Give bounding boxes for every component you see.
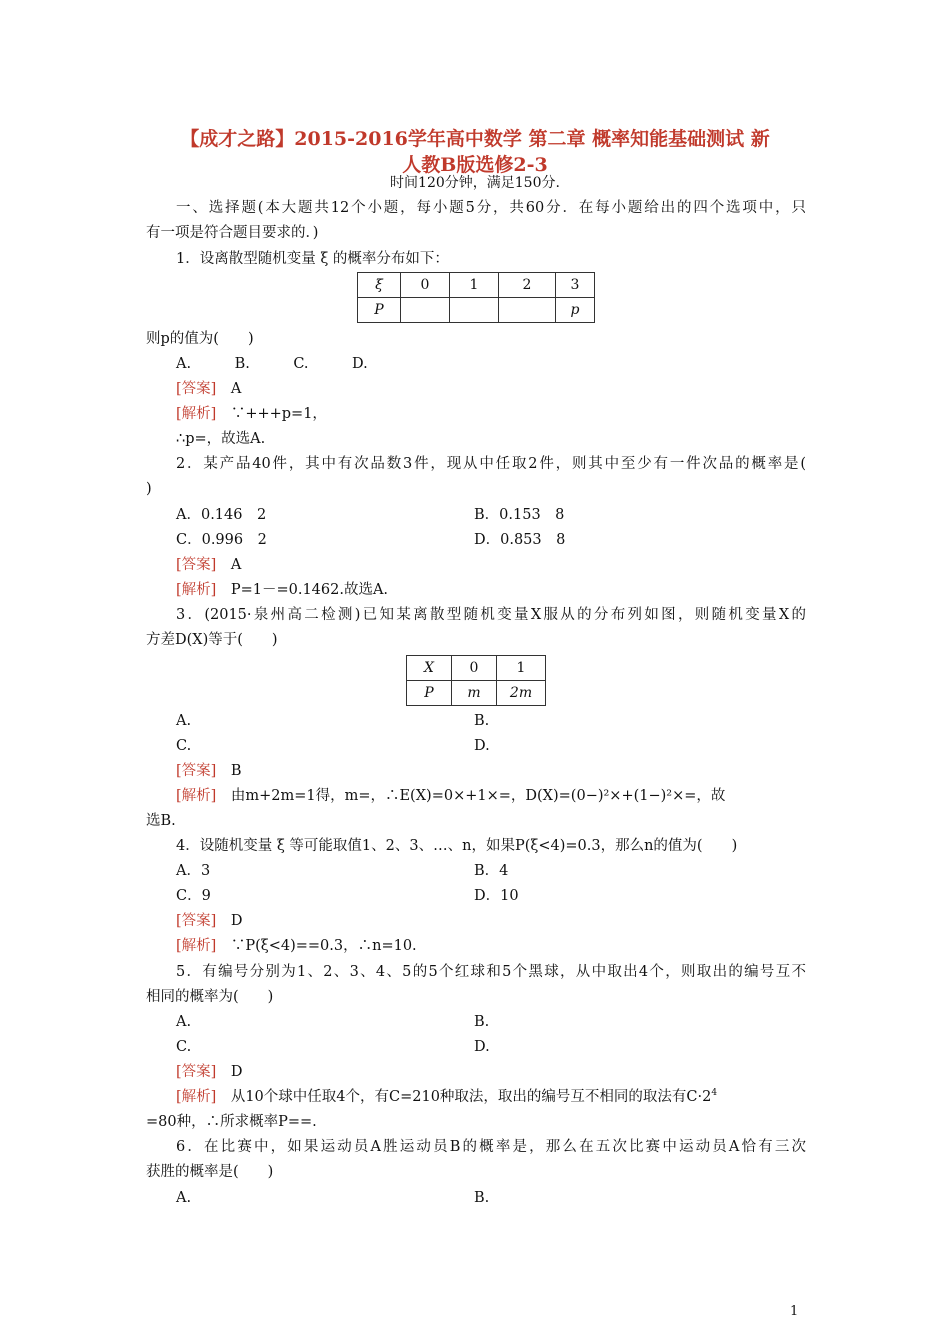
answer-label: [答案]: [176, 763, 217, 779]
q4-option-a: A．3: [176, 863, 211, 879]
answer-label: [答案]: [176, 381, 217, 397]
answer-label: [答案]: [176, 1064, 217, 1080]
q5-stem-cont: 相同的概率为( ): [146, 989, 274, 1005]
q5-analysis-cont: =80种，∴所求概率P==.: [146, 1114, 317, 1130]
q1-cell: 0: [401, 273, 450, 298]
q6-stem: 6．在比赛中，如果运动员A胜运动员B的概率是，那么在五次比赛中运动员A恰有三次: [176, 1139, 806, 1155]
q3-answer: [176, 761, 241, 781]
q3-analysis: [176, 786, 725, 806]
q4-answer: [176, 911, 242, 931]
q3-cell: X: [407, 656, 452, 681]
q1-analysis-cont: ∴p=，故选A.: [176, 431, 266, 447]
q4-stem: 4．设随机变量 ξ 等可能取值1、2、3、…、n，如果P(ξ<4)=0.3，那么n的值为( ): [176, 838, 738, 854]
q3-analysis-cont: 选B.: [146, 813, 176, 829]
q3-distribution-table: [406, 655, 546, 706]
analysis-label: [解析]: [176, 788, 217, 804]
analysis-label: [解析]: [176, 938, 217, 954]
q3-option-d: D.: [474, 738, 490, 754]
q2-option-b: B．0.153 8: [474, 507, 565, 523]
q3-analysis-text: 由m+2m=1得，m=，∴E(X)=0×+1×=，D(X)=(0−)²×+(1−)²×=，故: [230, 788, 726, 804]
answer-label: [答案]: [176, 913, 217, 929]
q2-option-c: C．0.996 2: [176, 532, 267, 548]
q1-cell: [401, 298, 450, 323]
q5-exponent: 4: [711, 1088, 718, 1099]
q2-answer: [176, 555, 241, 575]
q1-answer-value: A: [230, 381, 242, 397]
section-instructions: 一、选择题(本大题共12个小题，每小题5分，共60分．在每小题给出的四个选项中，只: [176, 200, 806, 216]
q5-analysis-text: 从10个球中任取4个，有C=210种取法，取出的编号互不相同的取法有C·2: [230, 1089, 712, 1105]
q4-analysis: [176, 936, 417, 956]
q1-stem: 1．设离散型随机变量 ξ 的概率分布如下：: [176, 251, 449, 267]
q1-cell: 2: [499, 273, 556, 298]
analysis-label: [解析]: [176, 1089, 217, 1105]
q2-stem: 2．某产品40件，其中有次品数3件，现从中任取2件，则其中至少有一件次品的概率是(: [176, 456, 806, 472]
q6-option-b: B.: [474, 1190, 490, 1206]
q1-distribution-table: [357, 272, 595, 323]
q4-analysis-text: ∵P(ξ<4)==0.3，∴n=10.: [230, 938, 417, 954]
q1-cell: P: [358, 298, 401, 323]
q3-cell: 2m: [497, 681, 546, 706]
q1-cell: 1: [450, 273, 499, 298]
q1-cell: ξ: [358, 273, 401, 298]
q1-cell: [450, 298, 499, 323]
q1-options: A. B. C. D.: [176, 356, 368, 372]
q5-answer-value: D: [230, 1064, 243, 1080]
page-number: 1: [790, 1304, 799, 1319]
q3-stem-cont: 方差D(X)等于( ): [146, 632, 278, 648]
q3-answer-value: B: [230, 763, 242, 779]
q3-option-a: A.: [176, 713, 192, 729]
q3-cell: m: [452, 681, 497, 706]
q4-option-b: B．4: [474, 863, 509, 879]
q2-option-a: A．0.146 2: [176, 507, 267, 523]
q3-option-b: B.: [474, 713, 490, 729]
q5-option-c: C.: [176, 1039, 192, 1055]
q6-stem-cont: 获胜的概率是( ): [146, 1164, 274, 1180]
q2-answer-value: A: [230, 557, 242, 573]
q1-cell: p: [556, 298, 595, 323]
section-instructions-cont: 有一项是符合题目要求的．): [146, 225, 319, 241]
document-title-line1: 【成才之路】2015-2016学年高中数学 第二章 概率知能基础测试 新: [180, 128, 770, 150]
q4-option-c: C．9: [176, 888, 211, 904]
q6-option-a: A.: [176, 1190, 192, 1206]
analysis-label: [解析]: [176, 406, 217, 422]
q5-option-a: A.: [176, 1014, 192, 1030]
analysis-label: [解析]: [176, 582, 217, 598]
q2-stem-cont: ): [146, 481, 152, 497]
q1-answer: [176, 379, 241, 399]
q1-analysis: [176, 404, 327, 424]
q3-stem: 3．(2015·泉州高二检测)已知某离散型随机变量X服从的分布列如图，则随机变量X的: [176, 607, 806, 623]
q1-analysis-text: ∵+++p=1，: [230, 406, 327, 422]
exam-info: 时间120分钟，满足150分.: [390, 175, 560, 191]
q1-ask: 则p的值为( ): [146, 331, 254, 347]
q5-option-b: B.: [474, 1014, 490, 1030]
document-title-line2: 人教B版选修2-3: [402, 154, 548, 176]
q3-cell: 0: [452, 656, 497, 681]
q3-cell: 1: [497, 656, 546, 681]
q5-analysis: [176, 1087, 717, 1107]
q2-analysis: [176, 580, 388, 600]
q2-option-d: D．0.853 8: [474, 532, 566, 548]
q1-cell: [499, 298, 556, 323]
q2-analysis-text: P=1－=0.1462.故选A.: [230, 582, 389, 598]
q5-option-d: D.: [474, 1039, 490, 1055]
q1-cell: 3: [556, 273, 595, 298]
q4-option-d: D．10: [474, 888, 519, 904]
q5-answer: [176, 1062, 242, 1082]
q3-cell: P: [407, 681, 452, 706]
answer-label: [答案]: [176, 557, 217, 573]
q3-option-c: C.: [176, 738, 192, 754]
q4-answer-value: D: [230, 913, 243, 929]
q5-stem: 5．有编号分别为1、2、3、4、5的5个红球和5个黑球，从中取出4个，则取出的编号互不: [176, 964, 806, 980]
